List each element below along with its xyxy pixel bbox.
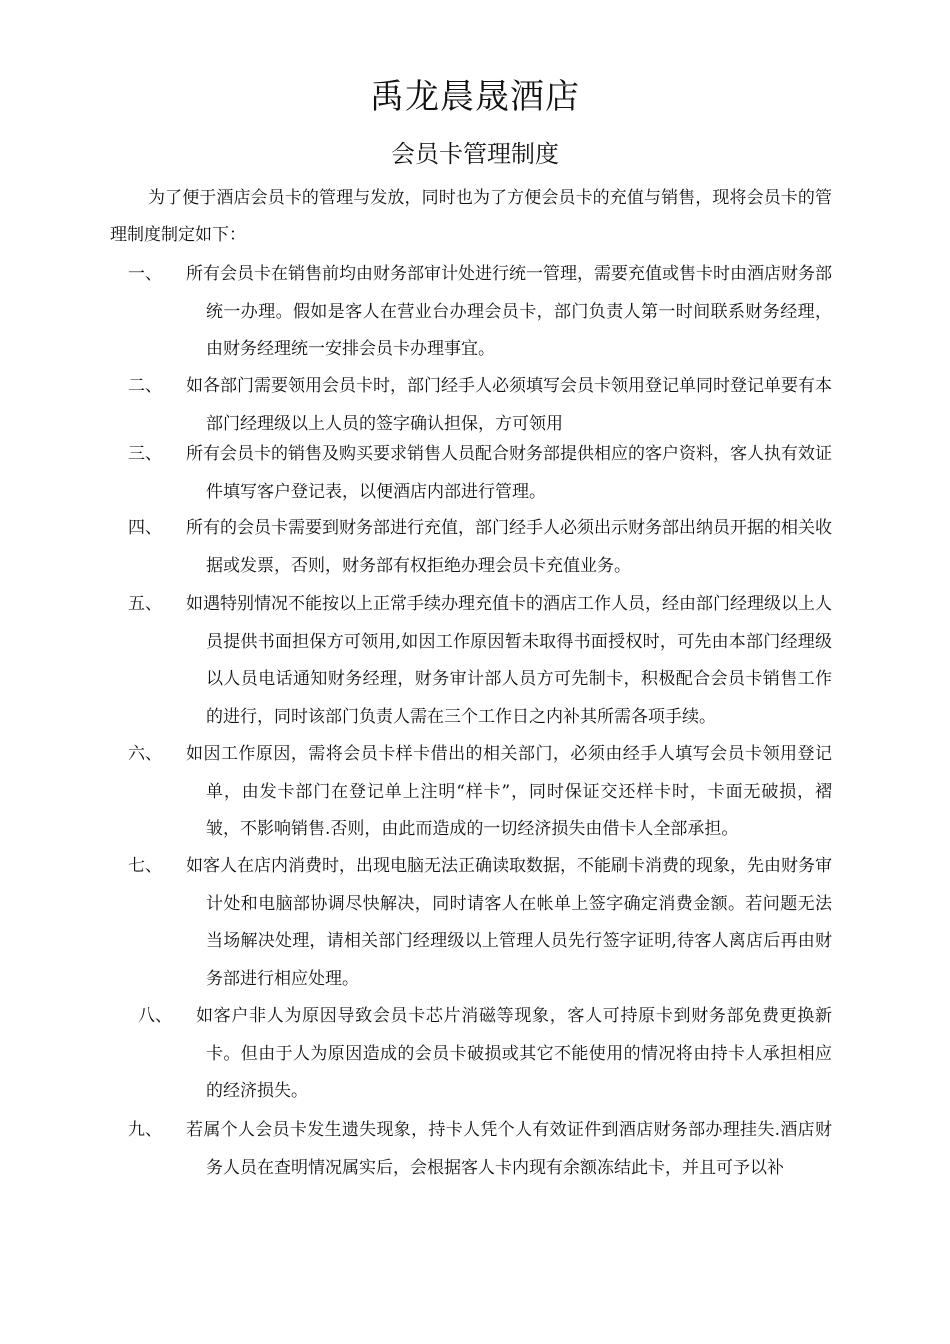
rule-text: 若属个人会员卡发生遗失现象，持卡人凭个人有效证件到酒店财务部办理挂失.酒店财务人员在查明情况属实后，会根据客人卡内现有余额冻结此卡，并且可予以补	[186, 1120, 832, 1178]
rule-text: 如客人在店内消费时，出现电脑无法正确读取数据，不能刷卡消费的现象，先由财务审计处和电脑部协调尽快解决，同时请客人在帐单上签字确定消费金额。若问题无法当场解决处理，请相关部门经理级以上管理人员先行签字证明,待客人离店后再由财务部进行相应处理。	[186, 856, 832, 989]
rule-text: 如因工作原因，需将会员卡样卡借出的相关部门，必须由经手人填写会员卡领用登记单，由发卡部门在登记单上注明“样卡”，同时保证交还样卡时，卡面无破损，褶皱，不影响销售.否则，由此而造成的一切经济损失由借卡人全部承担。	[186, 744, 832, 839]
rule-item-2	[128, 368, 832, 443]
rule-item-5	[128, 586, 832, 736]
rule-text: 所有会员卡的销售及购买要求销售人员配合财务部提供相应的客户资料，客人执有效证件填写客户登记表，以便酒店内部进行管理。	[186, 444, 832, 502]
rule-number: 三、	[128, 444, 162, 464]
rule-number: 九、	[128, 1120, 162, 1140]
rule-number: 八、	[138, 1006, 172, 1026]
rule-text: 如各部门需要领用会员卡时，部门经手人必须填写会员卡领用登记单同时登记单要有本部门经理级以上人员的签字确认担保，方可领用	[186, 376, 832, 434]
rule-number: 六、	[128, 744, 162, 764]
intro-paragraph: 为了便于酒店会员卡的管理与发放，同时也为了方便会员卡的充值与销售，现将会员卡的管理制度制定如下：	[110, 188, 832, 245]
rule-item-9	[128, 1112, 832, 1187]
rule-number: 二、	[128, 376, 162, 396]
rule-text: 所有会员卡在销售前均由财务部审计处进行统一管理，需要充值或售卡时由酒店财务部统一办理。假如是客人在营业台办理会员卡，部门负责人第一时间联系财务经理，由财务经理统一安排会员卡办理事宜。	[186, 264, 832, 359]
rule-text: 所有的会员卡需要到财务部进行充值，部门经手人必须出示财务部出纳员开据的相关收据或发票，否则，财务部有权拒绝办理会员卡充值业务。	[186, 518, 832, 576]
rule-text: 如遇特别情况不能按以上正常手续办理充值卡的酒店工作人员，经由部门经理级以上人员提供书面担保方可领用,如因工作原因暂未取得书面授权时，可先由本部门经理级以人员电话通知财务经理，财务审计部人员方可先制卡，积极配合会员卡销售工作的进行，同时该部门负责人需在三个工作日之内补其所需各项手续。	[186, 594, 832, 727]
rule-number: 五、	[128, 594, 162, 614]
rule-item-4	[128, 510, 832, 585]
document-subtitle: 会员卡管理制度	[391, 140, 559, 168]
rule-item-8	[138, 998, 832, 1111]
rule-item-6	[128, 736, 832, 849]
rule-text: 如客户非人为原因导致会员卡芯片消磁等现象，客人可持原卡到财务部免费更换新卡。但由于人为原因造成的会员卡破损或其它不能使用的情况将由持卡人承担相应的经济损失。	[196, 1006, 832, 1101]
rule-number: 一、	[128, 264, 162, 284]
rule-item-7	[128, 848, 832, 998]
document-title: 禹龙晨晟酒店	[370, 77, 580, 117]
rule-number: 七、	[128, 856, 162, 876]
rule-item-1	[128, 256, 832, 369]
rule-number: 四、	[128, 518, 162, 538]
rule-item-3	[128, 436, 832, 511]
